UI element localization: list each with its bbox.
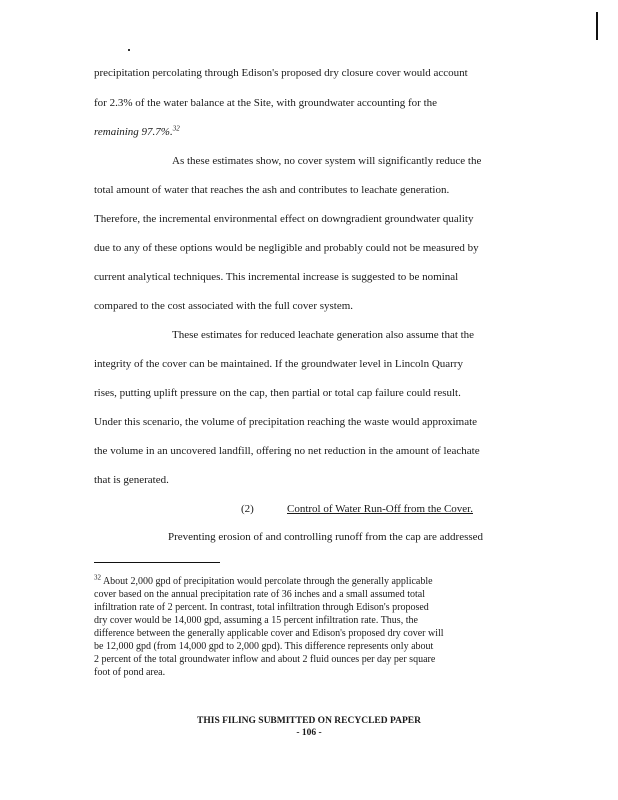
footnote-line: difference between the generally applicable cover and Edison's proposed dry cover will [94, 628, 444, 639]
body-line: current analytical techniques. This incremental increase is suggested to be nominal [94, 271, 459, 283]
footnote-reference: 32 [172, 124, 180, 133]
footnote-line: infiltration rate of 2 percent. In contrast, total infiltration through Edison's proposed [94, 602, 429, 613]
section-heading: Control of Water Run-Off from the Cover. [287, 503, 473, 515]
body-line: Therefore, the incremental environmental effect on downgradient groundwater quality [94, 213, 474, 225]
footnote-divider [94, 562, 220, 563]
body-line: that is generated. [94, 474, 169, 486]
body-line: for 2.3% of the water balance at the Site, with groundwater accounting for the [94, 97, 438, 109]
footnote-line: cover based on the annual precipitation rate of 36 inches and a small assumed total [94, 589, 426, 600]
body-line: due to any of these options would be negligible and probably could not be measured by [94, 242, 479, 254]
body-line [94, 126, 180, 139]
scan-speck [128, 49, 130, 51]
body-line-text: remaining 97.7%. [94, 126, 173, 138]
footnote-line-text: About 2,000 gpd of precipitation would percolate through the generally applicable [102, 576, 433, 587]
body-line: Under this scenario, the volume of precipitation reaching the waste would approximate [94, 416, 478, 428]
recycled-paper-notice: THIS FILING SUBMITTED ON RECYCLED PAPER [197, 716, 421, 726]
body-line: compared to the cost associated with the full cover system. [94, 300, 354, 312]
section-number: (2) [241, 503, 254, 515]
body-line: precipitation percolating through Edison's proposed dry closure cover would account [94, 67, 468, 79]
body-line: As these estimates show, no cover system will significantly reduce the [172, 155, 482, 167]
footnote-line [94, 573, 433, 587]
margin-mark [596, 12, 598, 40]
footnote-line: be 12,000 gpd (from 14,000 gpd to 2,000 gpd). This difference represents only about [94, 641, 434, 652]
body-line: the volume in an uncovered landfill, offering no net reduction in the amount of leachate [94, 445, 480, 457]
body-line: These estimates for reduced leachate generation also assume that the [172, 329, 475, 341]
body-line: integrity of the cover can be maintained. If the groundwater level in Lincoln Quarry [94, 358, 463, 370]
footnote-line: foot of pond area. [94, 667, 166, 678]
body-line: rises, putting uplift pressure on the cap, then partial or total cap failure could result. [94, 387, 461, 399]
page-number: - 106 - [296, 728, 322, 738]
footnote-line: dry cover would be 14,000 gpd, assuming a 15 percent infiltration rate. Thus, the [94, 615, 418, 626]
footnote-line: 2 percent of the total groundwater inflow and about 2 fluid ounces per day per square [94, 654, 436, 665]
body-line: total amount of water that reaches the ash and contributes to leachate generation. [94, 184, 450, 196]
footnote-marker: 32 [94, 573, 101, 582]
body-line: Preventing erosion of and controlling runoff from the cap are addressed [168, 531, 484, 543]
